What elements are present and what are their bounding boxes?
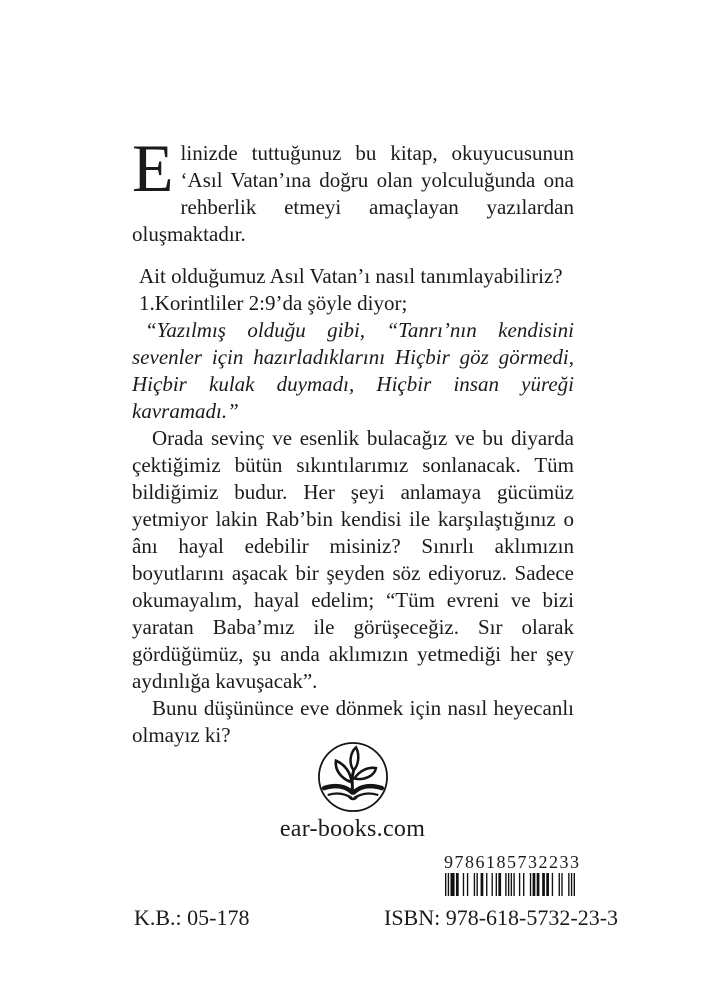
publisher-block	[0, 740, 705, 842]
back-cover-text	[132, 130, 574, 749]
paragraph-intro	[132, 130, 574, 248]
paragraph-closing: Bunu düşününce eve dönmek için nasıl heyecanlı olmayız ki?	[132, 696, 574, 747]
barcode-block	[444, 852, 581, 896]
book-sprout-icon	[316, 740, 390, 814]
paragraph-scripture-quote: “Yazılmış olduğu gibi, “Tanrı’nın kendisini sevenler için hazırladıklarını Hiçbir göz görmedi, Hiçbir kulak duymadı, Hiçbir insan yüreği kavramadı.”	[132, 318, 574, 423]
paragraph-verse-reference: 1.Korintliler 2:9’da şöyle diyor;	[139, 291, 408, 315]
kb-code: K.B.: 05-178	[134, 905, 250, 930]
ean13-barcode	[445, 873, 575, 896]
paragraph-body: Orada sevinç ve esenlik bulacağız ve bu diyarda çektiğimiz bütün sıkıntılarımız sonlanacak. Tüm bildiğimiz budur. Her şeyi anlamaya gücümüz yetmiyor lakin Rab’bin kendisi ile karşılaştığınız o ânı hayal edebilir misiniz? Sınırlı aklımızın boyutlarını aşacak bir şeyden söz ediyoruz. Sadece okumayalım, hayal edelim; “Tüm evreni ve bizi yaratan Baba’mız ile görüşeceğiz. Sır olarak gördüğümüz, şu anda aklımızın yetmediği her şey aydınlığa kavuşacak”.	[132, 426, 574, 693]
paragraph-intro-text: linizde tuttuğunuz bu kitap, okuyucusunun ‘Asıl Vatan’ına doğru olan yolculuğunda ona rehberlik etmeyi amaçlayan yazılardan oluşmaktadır.	[132, 141, 574, 246]
isbn-label: ISBN: 978-618-5732-23-3	[384, 905, 619, 930]
drop-cap-letter: E	[132, 130, 174, 206]
paragraph-question: Ait olduğumuz Asıl Vatan’ı nasıl tanımlayabiliriz?	[139, 264, 563, 288]
barcode-number: 9786185732233	[444, 852, 581, 872]
publisher-website: ear-books.com	[279, 816, 426, 842]
